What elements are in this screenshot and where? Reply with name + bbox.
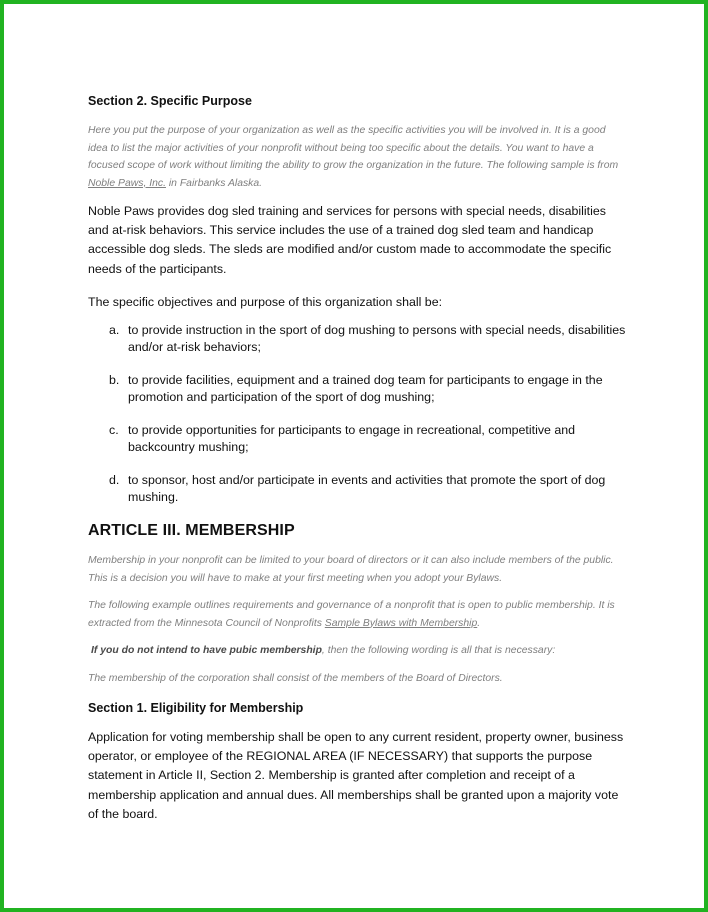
list-item-text: to provide instruction in the sport of dog mushing to persons with special needs, disabilities and/or at-risk behaviors; bbox=[128, 323, 626, 355]
membership-guidance-2-tail: . bbox=[477, 617, 481, 629]
section-2-guidance-text: Here you put the purpose of your organization as well as the specific activities you will be involved in. It is a good idea to list the major activities of your nonprofit without being too specific about the details. You want to have a focused scope of work without limiting the ability to grow the organization in the future. The following sample is from bbox=[88, 125, 619, 171]
list-item bbox=[88, 422, 628, 456]
article-3-heading: ARTICLE III. MEMBERSHIP bbox=[88, 522, 295, 540]
document-content bbox=[88, 94, 628, 838]
section-2-guidance bbox=[88, 122, 628, 192]
section-1-paragraph: Application for voting membership shall be open to any current resident, property owner, business operator, or employee of the REGIONAL AREA (IF NECESSARY) that supports the purpose statement in Article II, Section 2. Membership is granted after completion and receipt of a membership application and annual dues. All memberships shall be granted upon a majority vote of the board. bbox=[88, 730, 624, 821]
noble-paws-link[interactable]: Noble Paws, Inc. bbox=[88, 177, 166, 189]
membership-guidance-2-text: The following example outlines requirements and governance of a nonprofit that is open to public membership. It is extracted from the Minnesota Council of Nonprofits bbox=[88, 600, 615, 629]
list-item-text: to provide facilities, equipment and a trained dog team for participants to engage in the promotion and participation of the sport of dog mushing; bbox=[128, 373, 603, 405]
list-marker: c. bbox=[109, 423, 119, 438]
list-item bbox=[88, 372, 628, 406]
section-1-heading: Section 1. Eligibility for Membership bbox=[88, 701, 304, 716]
sample-bylaws-link[interactable]: Sample Bylaws with Membership bbox=[324, 617, 478, 629]
section-2-guidance-tail: in Fairbanks Alaska. bbox=[165, 177, 263, 189]
membership-guidance-4: The membership of the corporation shall consist of the members of the Board of Directors. bbox=[88, 672, 503, 684]
membership-guidance-3-rest: , then the following wording is all that is necessary: bbox=[321, 645, 556, 657]
no-public-membership-note: If you do not intend to have pubic membership bbox=[91, 645, 322, 657]
section-2-paragraph: Noble Paws provides dog sled training and services for persons with special needs, disabilities and at-risk behaviors. This service includes the use of a trained dog sled team and handicap accessible dog sleds. The sleds are modified and/or custom made to accommodate the specific needs of the participants. bbox=[88, 204, 612, 276]
list-item bbox=[88, 322, 628, 356]
list-marker: a. bbox=[109, 323, 120, 338]
section-2-heading: Section 2. Specific Purpose bbox=[88, 94, 252, 108]
membership-guidance-2 bbox=[88, 597, 628, 632]
list-item bbox=[88, 472, 628, 506]
membership-guidance-3 bbox=[91, 642, 628, 660]
objectives-intro: The specific objectives and purpose of this organization shall be: bbox=[88, 294, 443, 309]
list-marker: b. bbox=[109, 373, 120, 388]
list-marker: d. bbox=[109, 473, 120, 488]
list-item-text: to sponsor, host and/or participate in events and activities that promote the sport of dog mushing. bbox=[128, 473, 606, 505]
list-item-text: to provide opportunities for participants to engage in recreational, competitive and backcountry mushing; bbox=[128, 423, 576, 455]
membership-guidance-1: Membership in your nonprofit can be limited to your board of directors or it can also include members of the public. This is a decision you will have to make at your first meeting when you adopt your Bylaws. bbox=[88, 555, 614, 584]
objectives-list bbox=[88, 322, 628, 506]
